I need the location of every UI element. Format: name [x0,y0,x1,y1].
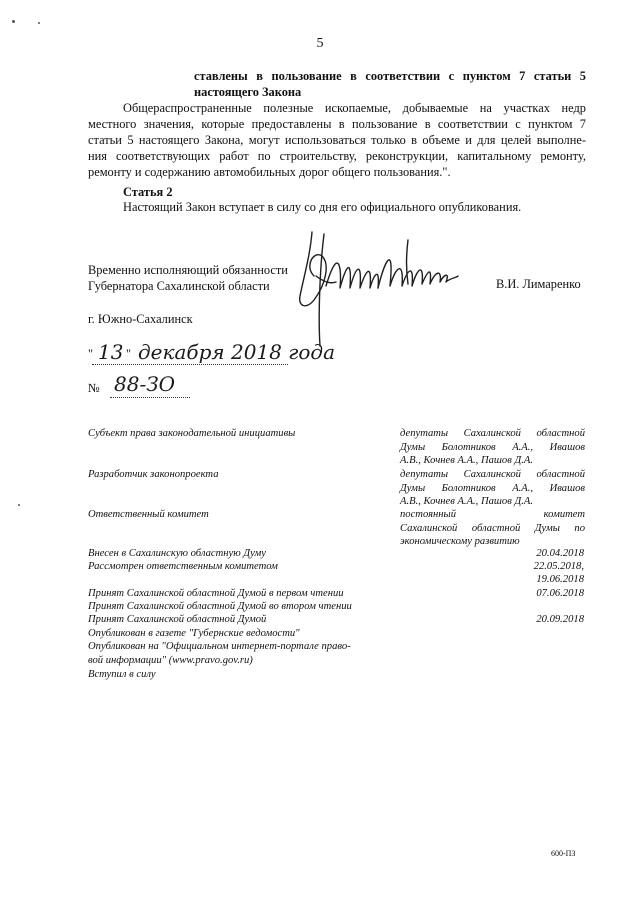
date-quote-close: " [126,347,132,361]
scan-speck [18,504,20,506]
article2-text: Настоящий Закон вступает в силу со дня его официального опубликования. [123,200,522,214]
event-date: 22.05.2018, [533,561,584,572]
event-label: Принят Сахалинской областной Думой в первом чтении [88,588,344,599]
event-date: 19.06.2018 [536,574,584,585]
developer-label: Разработчик законопроекта [88,469,219,480]
corner-code: 600-ПЗ [551,849,576,858]
city: г. Южно-Сахалинск [88,312,193,326]
published-portal [88,640,398,667]
intro-bold-line-1: ставлены в пользование в соответствии с пунктом 7 статьи 5 [194,69,586,83]
date-underline [92,364,288,365]
intro-bold-line-2: настоящего Закона [194,85,302,99]
signatory-name: В.И. Лимаренко [496,277,581,291]
published-portal-line-2: вой информации" (www.pravo.gov.ru) [88,654,253,666]
handwritten-number: 88-ЗО [114,372,176,396]
developer-value [400,468,585,509]
event-label: Опубликован в газете "Губернские ведомости" [88,628,300,639]
page-number: 5 [316,36,324,51]
paragraph-line-2: местного значения, которые предоставлены в пользование в соответствии с пунктом 7 [88,117,586,131]
subject-value-line-2: Думы Болотников А.А., Ивашов [400,441,585,453]
date-quote-open: " [88,347,94,361]
number-sign: № [88,381,100,395]
event-label: Принят Сахалинской областной Думой [88,614,267,625]
handwritten-date-line [88,340,348,370]
event-date: 20.04.2018 [536,548,584,559]
event-label: Внесен в Сахалинскую областную Думу [88,548,266,559]
paragraph-line-4: ния соответствующих работ по строительству, реконструкции, капитальному ремонту, [88,149,586,163]
developer-value-line-3: А.В., Кочнев А.А., Пашов Д.А. [400,496,533,507]
signatory-title-line-1: Временно исполняющий обязанности [88,263,288,277]
signatory-title-line-2: Губернатора Сахалинской области [88,279,270,293]
committee-value-line-3: экономическому развитию [400,536,520,547]
paragraph-line-3: статьи 5 настоящего Закона, могут использоваться только в объеме и для целей выполне- [88,133,586,147]
event-date: 20.09.2018 [536,614,584,625]
number-underline [110,397,190,398]
intro-bold-block [194,68,586,100]
subject-value-line-3: А.В., Кочнев А.А., Пашов Д.А. [400,455,533,466]
published-portal-line-1: Опубликован на "Официальном интернет-портале право- [88,641,351,652]
handwritten-month-year: декабря 2018 года [138,340,335,364]
committee-value-line-2: Сахалинской областной Думы по [400,522,585,534]
article2-heading: Статья 2 [123,185,173,199]
committee-value-line-1: постоянный комитет [400,509,585,520]
event-date: 07.06.2018 [536,588,584,599]
event-label: Рассмотрен ответственным комитетом [88,561,278,572]
committee-label: Ответственный комитет [88,509,209,520]
paragraph [88,100,586,180]
subject-value [400,427,585,468]
developer-value-line-2: Думы Болотников А.А., Ивашов [400,482,585,494]
committee-value [400,508,585,549]
subject-label: Субъект права законодательной инициативы [88,428,296,439]
subject-value-line-1: депутаты Сахалинской областной [400,428,585,439]
paragraph-line-1: Общераспространенные полезные ископаемые, добываемые на участках недр [123,101,586,115]
handwritten-number-line [88,372,228,402]
scan-speck [38,22,40,24]
scan-speck [12,20,15,23]
signatory-title [88,262,288,294]
in-force-label: Вступил в силу [88,669,156,680]
event-label: Принят Сахалинской областной Думой во втором чтении [88,601,352,612]
developer-value-line-1: депутаты Сахалинской областной [400,469,585,480]
handwritten-day: 13 [98,340,124,364]
paragraph-line-5: ремонту и содержанию автомобильных дорог общего пользования.". [88,165,451,179]
